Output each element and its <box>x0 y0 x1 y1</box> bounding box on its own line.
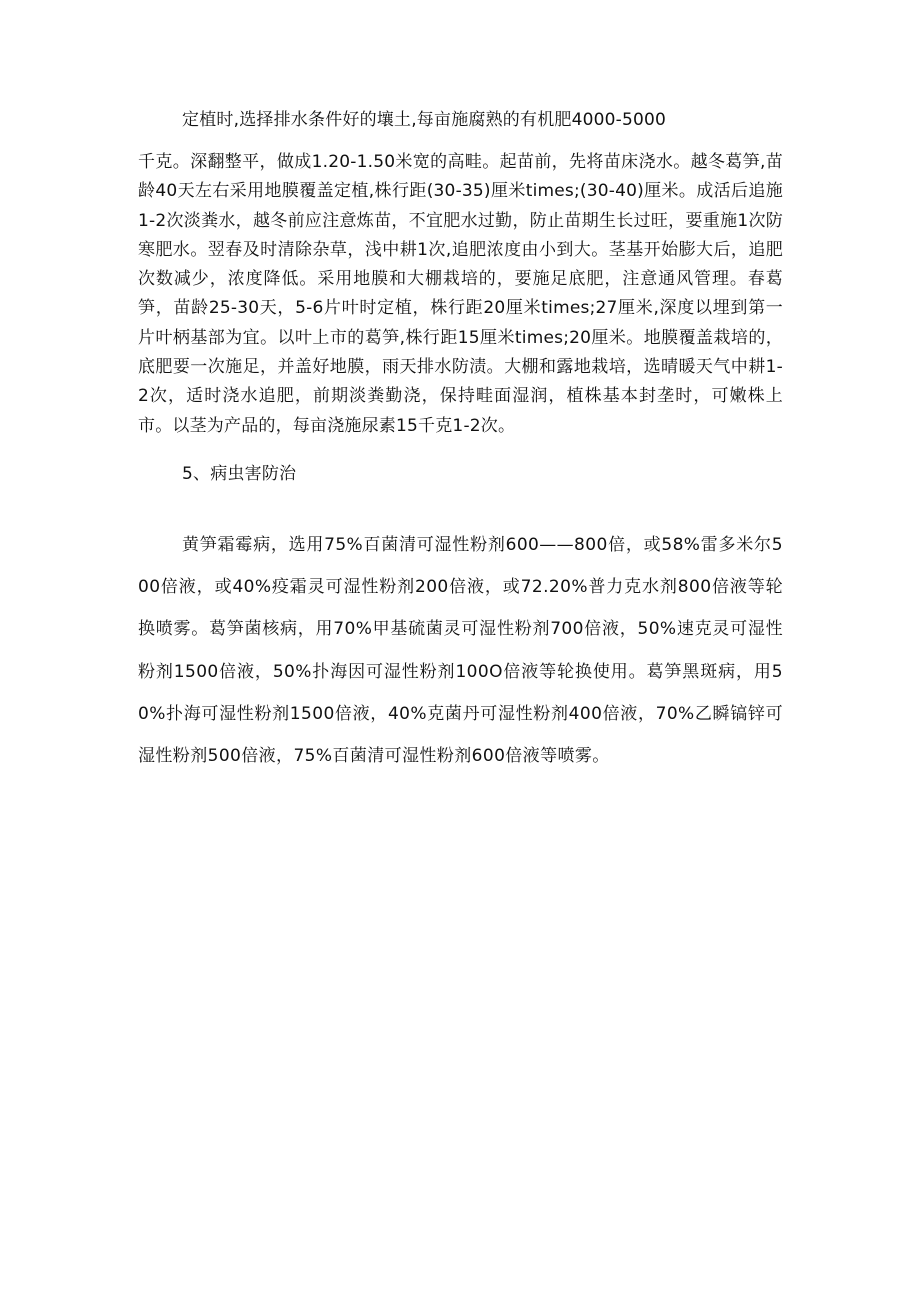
section-heading-pest-control: 5、病虫害防治 <box>182 464 297 484</box>
paragraph-disease-treatment: 黄笋霜霉病，选用75%百菌清可湿性粉剂600——800倍，或58%雷多米尔500倍液，或40%疫霜灵可湿性粉剂200倍液，或72.20%普力克水剂800倍液等轮换喷雾。葛笋菌核病，用70%甲基硫菌灵可湿性粉剂700倍液，50%速克灵可湿性粉剂1500倍液，50%扑海因可湿性粉剂100O倍液等轮换使用。葛笋黑斑病，用50%扑海可湿性粉剂1500倍液，40%克菌丹可湿性粉剂400倍液，70%乙瞬镐锌可湿性粉剂500倍液，75%百菌清可湿性粉剂600倍液等喷雾。 <box>138 535 783 767</box>
paragraph-planting-intro: 定植时,选择排水条件好的壤土,每亩施腐熟的有机肥4000-5000 <box>182 110 667 130</box>
paragraph-cultivation: 千克。深翻整平，做成1.20-1.50米宽的高畦。起苗前，先将苗床浇水。越冬葛笋,苗龄40天左右采用地膜覆盖定植,株行距(30-35)厘米times;(30-40)厘米。成活后追施1-2次淡粪水，越冬前应注意炼苗，不宜肥水过勤，防止苗期生长过旺，要重施1次防寒肥水。翌春及时清除杂草，浅中耕1次,追肥浓度由小到大。茎基开始膨大后，追肥次数减少，浓度降低。采用地膜和大棚栽培的，要施足底肥，注意通风管理。春葛笋，苗龄25-30天，5-6片叶时定植，株行距20厘米times;27厘米,深度以埋到第一片叶柄基部为宜。以叶上市的葛笋,株行距15厘米times;20厘米。地膜覆盖栽培的，底肥要一次施足，并盖好地膜，雨天排水防渍。大棚和露地栽培，选晴暖天气中耕1-2次，适时浇水追肥，前期淡粪勤浇，保持畦面湿润，植株基本封垄时，可嫩株上市。以茎为产品的，每亩浇施尿素15千克1-2次。 <box>138 152 783 436</box>
